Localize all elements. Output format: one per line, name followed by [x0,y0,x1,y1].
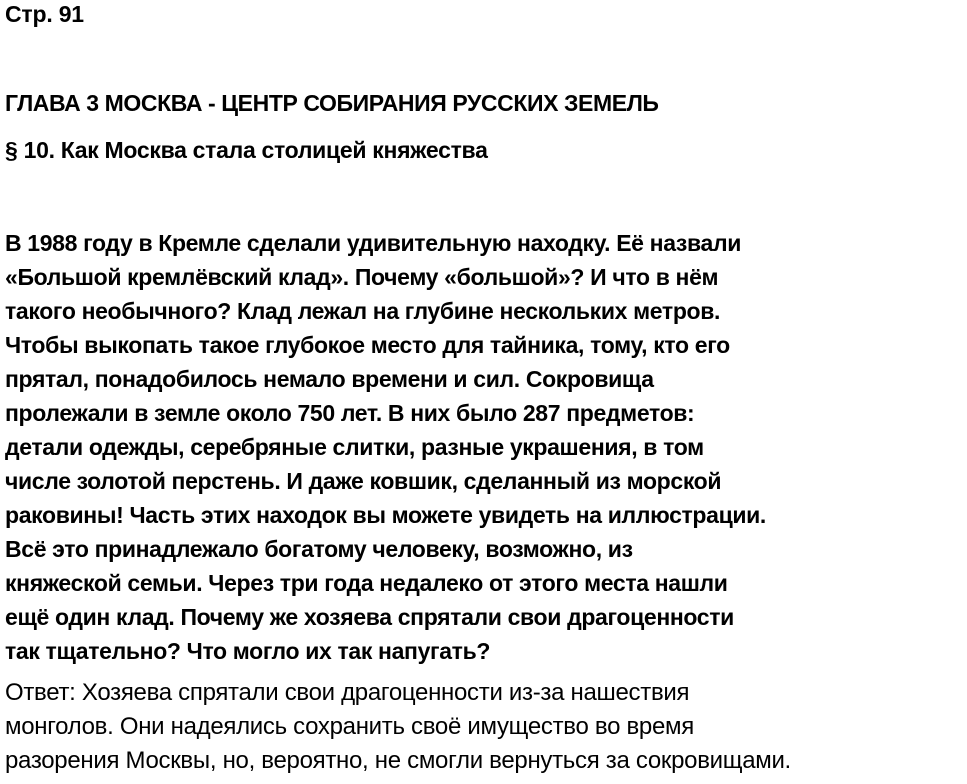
task-line: «Большой кремлёвский клад». Почему «большой»? И что в нём [5,264,719,290]
task-line: так тщательно? Что могло их так напугать? [5,638,491,664]
page-number: Стр. 91 [5,1,84,27]
task-line: Всё это принадлежало богатому человеку, возможно, из [5,536,633,562]
task-line: числе золотой перстень. И даже ковшик, сделанный из морской [5,468,722,494]
task-line: прятал, понадобилось немало времени и сил. Сокровища [5,366,654,392]
task-line: такого необычного? Клад лежал на глубине нескольких метров. [5,298,721,324]
task-line: княжеской семьи. Через три года недалеко от этого места нашли [5,570,728,596]
answer-paragraph [5,676,965,778]
task-line: пролежали в земле около 750 лет. В них было 287 предметов: [5,400,695,426]
task-line: раковины! Часть этих находок вы можете увидеть на иллюстрации. [5,502,766,528]
task-line: ещё один клад. Почему же хозяева спрятали свои драгоценности [5,604,734,630]
answer-line: Ответ: Хозяева спрятали свои драгоценности из-за нашествия [5,679,690,706]
chapter-title: ГЛАВА 3 МОСКВА - ЦЕНТР СОБИРАНИЯ РУССКИХ ЗЕМЕЛЬ [5,90,659,116]
answer-line: монголов. Они надеялись сохранить своё имущество во время [5,713,694,740]
task-line: Чтобы выкопать такое глубокое место для тайника, тому, кто его [5,332,730,358]
task-line: В 1988 году в Кремле сделали удивительную находку. Её назвали [5,230,741,256]
task-paragraph [5,226,965,668]
task-line: детали одежды, серебряные слитки, разные украшения, в том [5,434,704,460]
answer-line: разорения Москвы, но, вероятно, не смогли вернуться за сокровищами. [5,747,791,774]
section-title: § 10. Как Москва стала столицей княжества [5,137,488,163]
